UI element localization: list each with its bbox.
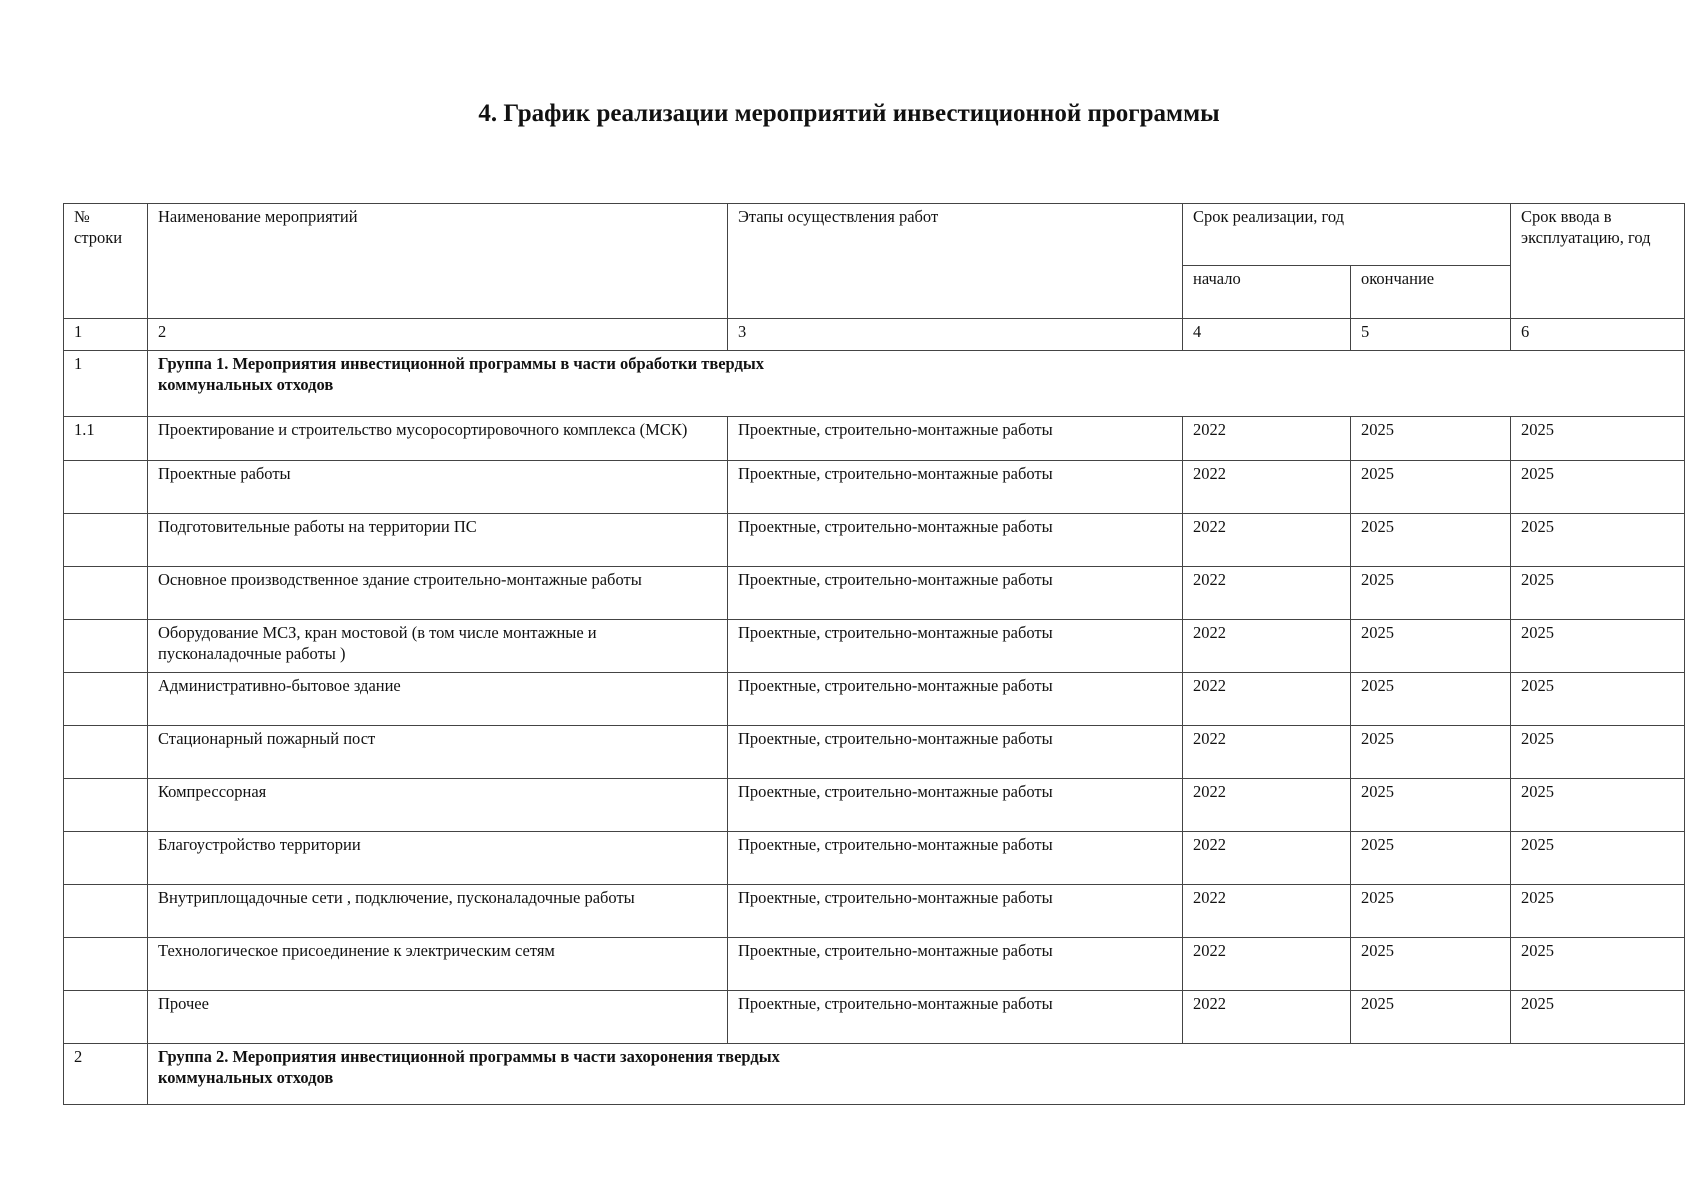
table-row [64, 779, 1685, 832]
row-name: Благоустройство территории [148, 832, 728, 885]
table-row [64, 938, 1685, 991]
row-commission-year: 2025 [1511, 938, 1685, 991]
row-name: Оборудование МСЗ, кран мостовой (в том числе монтажные и пусконаладочные работы ) [148, 620, 728, 673]
row-stage: Проектные, строительно-монтажные работы [728, 991, 1183, 1044]
row-name: Подготовительные работы на территории ПС [148, 514, 728, 567]
row-name: Стационарный пожарный пост [148, 726, 728, 779]
col-number: 2 [148, 319, 728, 351]
row-start-year: 2022 [1183, 673, 1351, 726]
row-num [64, 461, 148, 514]
header-row [64, 204, 1685, 266]
col-number: 6 [1511, 319, 1685, 351]
group-title: Группа 2. Мероприятия инвестиционной программы в части захоронения твердых коммунальных отходов [148, 1044, 1685, 1105]
row-end-year: 2025 [1351, 417, 1511, 461]
group-num: 1 [64, 351, 148, 417]
row-name: Проектирование и строительство мусоросортировочного комплекса (МСК) [148, 417, 728, 461]
page-title: 4. График реализации мероприятий инвестиционной программы [478, 100, 1220, 127]
row-name: Компрессорная [148, 779, 728, 832]
row-num [64, 832, 148, 885]
row-stage: Проектные, строительно-монтажные работы [728, 514, 1183, 567]
row-start-year: 2022 [1183, 461, 1351, 514]
row-end-year: 2025 [1351, 832, 1511, 885]
header-num: № строки [64, 204, 148, 319]
row-num [64, 938, 148, 991]
column-number-row [64, 319, 1685, 351]
row-num [64, 514, 148, 567]
row-stage: Проектные, строительно-монтажные работы [728, 779, 1183, 832]
table-row [64, 673, 1685, 726]
row-num [64, 620, 148, 673]
row-start-year: 2022 [1183, 567, 1351, 620]
table-row [64, 417, 1685, 461]
row-start-year: 2022 [1183, 885, 1351, 938]
row-name: Внутриплощадочные сети , подключение, пусконаладочные работы [148, 885, 728, 938]
row-stage: Проектные, строительно-монтажные работы [728, 938, 1183, 991]
row-start-year: 2022 [1183, 991, 1351, 1044]
table-row [64, 991, 1685, 1044]
table-row [64, 885, 1685, 938]
row-num [64, 567, 148, 620]
row-stage: Проектные, строительно-монтажные работы [728, 885, 1183, 938]
row-stage: Проектные, строительно-монтажные работы [728, 673, 1183, 726]
row-num [64, 779, 148, 832]
table-row [64, 620, 1685, 673]
row-end-year: 2025 [1351, 620, 1511, 673]
row-stage: Проектные, строительно-монтажные работы [728, 620, 1183, 673]
row-end-year: 2025 [1351, 726, 1511, 779]
row-start-year: 2022 [1183, 779, 1351, 832]
header-period: Срок реализации, год [1183, 204, 1511, 266]
row-commission-year: 2025 [1511, 885, 1685, 938]
table-row [64, 726, 1685, 779]
row-num [64, 991, 148, 1044]
row-stage: Проектные, строительно-монтажные работы [728, 726, 1183, 779]
table-row [64, 832, 1685, 885]
row-end-year: 2025 [1351, 991, 1511, 1044]
row-end-year: 2025 [1351, 514, 1511, 567]
header-start: начало [1183, 266, 1351, 319]
row-stage: Проектные, строительно-монтажные работы [728, 567, 1183, 620]
col-number: 4 [1183, 319, 1351, 351]
table-row [64, 514, 1685, 567]
row-stage: Проектные, строительно-монтажные работы [728, 417, 1183, 461]
row-commission-year: 2025 [1511, 461, 1685, 514]
row-commission-year: 2025 [1511, 832, 1685, 885]
row-num [64, 885, 148, 938]
row-name: Административно-бытовое здание [148, 673, 728, 726]
group-title: Группа 1. Мероприятия инвестиционной программы в части обработки твердых коммунальных отходов [148, 351, 1685, 417]
row-commission-year: 2025 [1511, 620, 1685, 673]
row-commission-year: 2025 [1511, 673, 1685, 726]
col-number: 5 [1351, 319, 1511, 351]
row-start-year: 2022 [1183, 514, 1351, 567]
table-row [64, 567, 1685, 620]
row-num [64, 673, 148, 726]
schedule-table [63, 203, 1685, 1105]
row-commission-year: 2025 [1511, 726, 1685, 779]
row-commission-year: 2025 [1511, 417, 1685, 461]
group-row [64, 351, 1685, 417]
row-name: Прочее [148, 991, 728, 1044]
row-name: Технологическое присоединение к электрическим сетям [148, 938, 728, 991]
row-stage: Проектные, строительно-монтажные работы [728, 832, 1183, 885]
group-num: 2 [64, 1044, 148, 1105]
row-name: Основное производственное здание строительно-монтажные работы [148, 567, 728, 620]
row-end-year: 2025 [1351, 461, 1511, 514]
table-row [64, 461, 1685, 514]
header-name: Наименование мероприятий [148, 204, 728, 319]
col-number: 1 [64, 319, 148, 351]
header-stages: Этапы осуществления работ [728, 204, 1183, 319]
row-end-year: 2025 [1351, 938, 1511, 991]
row-num: 1.1 [64, 417, 148, 461]
row-commission-year: 2025 [1511, 567, 1685, 620]
col-number: 3 [728, 319, 1183, 351]
row-num [64, 726, 148, 779]
row-start-year: 2022 [1183, 417, 1351, 461]
group-row [64, 1044, 1685, 1105]
row-end-year: 2025 [1351, 779, 1511, 832]
row-end-year: 2025 [1351, 885, 1511, 938]
row-end-year: 2025 [1351, 567, 1511, 620]
row-stage: Проектные, строительно-монтажные работы [728, 461, 1183, 514]
row-start-year: 2022 [1183, 832, 1351, 885]
row-name: Проектные работы [148, 461, 728, 514]
row-commission-year: 2025 [1511, 779, 1685, 832]
row-start-year: 2022 [1183, 938, 1351, 991]
row-commission-year: 2025 [1511, 991, 1685, 1044]
header-commission: Срок ввода в эксплуатацию, год [1511, 204, 1685, 319]
row-end-year: 2025 [1351, 673, 1511, 726]
row-start-year: 2022 [1183, 620, 1351, 673]
header-end: окончание [1351, 266, 1511, 319]
row-commission-year: 2025 [1511, 514, 1685, 567]
row-start-year: 2022 [1183, 726, 1351, 779]
